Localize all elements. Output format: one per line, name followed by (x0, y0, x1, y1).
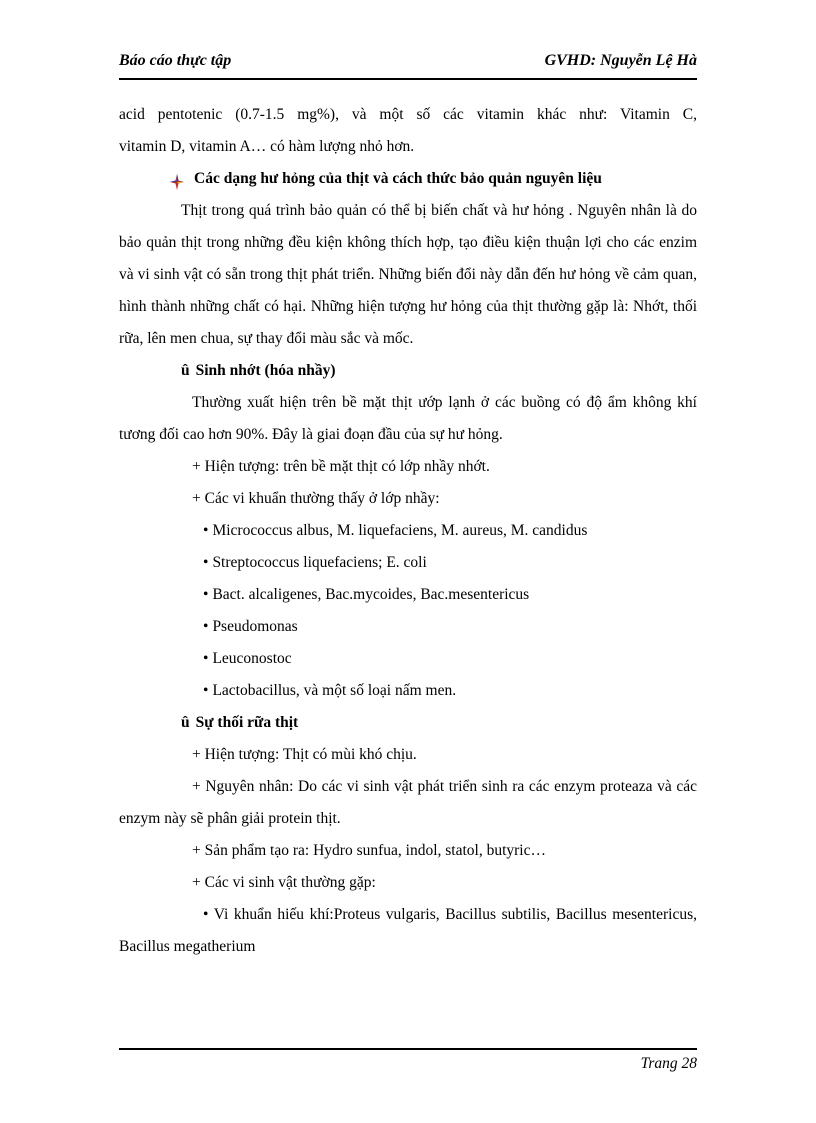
subheading-rot-text: Sự thối rữa thịt (195, 714, 299, 731)
up-arrow-icon: û (181, 362, 190, 379)
section-heading-spoilage (119, 163, 697, 195)
rot-cause: + Nguyên nhân: Do các vi sinh vật phát triển sinh ra các enzym proteaza và các enzym này sẽ phân giải protein thịt. (119, 778, 697, 827)
list-item: • Micrococcus albus, M. liquefaciens, M. aureus, M. candidus (203, 522, 588, 539)
slime-phenomenon: + Hiện tượng: trên bề mặt thịt có lớp nhầy nhớt. (192, 458, 490, 475)
subheading-rot (119, 707, 697, 739)
list-item: • Leuconostoc (203, 650, 292, 667)
spoilage-paragraph: Thịt trong quá trình bảo quản có thể bị biến chất và hư hỏng . Nguyên nhân là do bảo quản thịt trong những đều kiện không thích hợp, tạo điều kiện thuận lợi cho các enzim và vi sinh vật có sẵn trong thịt phát triển. Những biến đổi này dẫn đến hư hỏng về cảm quan, hình thành những chất có hại. Những hiện tượng hư hỏng của thịt thường gặp là: Nhớt, thối rữa, lên men chua, sự thay đổi màu sắc và mốc. (119, 202, 697, 347)
header-report-title: Báo cáo thực tập (119, 52, 232, 69)
intro-line-1: acid pentotenic (0.7-1.5 mg%), và một số các vitamin khác như: Vitamin C, (119, 106, 697, 123)
up-arrow-icon: û (181, 714, 190, 731)
header-supervisor: GVHD: Nguyễn Lệ Hà (544, 52, 697, 69)
list-item: • Bact. alcaligenes, Bac.mycoides, Bac.mesentericus (203, 586, 530, 603)
page-body (119, 99, 697, 963)
page-number: Trang 28 (640, 1055, 697, 1072)
list-item: • Pseudomonas (203, 618, 298, 635)
bullet-icon: • (203, 522, 209, 539)
bullet-icon: • (203, 586, 209, 603)
rot-products: + Sản phẩm tạo ra: Hydro sunfua, indol, statol, butyric… (192, 842, 546, 859)
slime-bacteria-list (119, 515, 697, 707)
rot-aerobic-bacteria: • Vi khuẩn hiếu khí:Proteus vulgaris, Bacillus subtilis, Bacillus mesentericus, Bacillus megatherium (119, 906, 697, 955)
subheading-slime (119, 355, 697, 387)
rot-microbes-intro: + Các vi sinh vật thường gặp: (192, 874, 376, 891)
bullet-icon: • (203, 650, 209, 667)
intro-line-2: vitamin D, vitamin A… có hàm lượng nhỏ hơn. (119, 138, 415, 155)
slime-paragraph: Thường xuất hiện trên bề mặt thịt ướp lạnh ở các buồng có độ ẩm không khí tương đối cao hơn 90%. Đây là giai đoạn đầu của sự hư hỏng. (119, 394, 697, 443)
page-header (119, 46, 697, 80)
bullet-icon: • (203, 554, 209, 571)
bullet-icon: • (203, 682, 209, 699)
subheading-slime-text: Sinh nhớt (hóa nhầy) (195, 362, 336, 379)
slime-bacteria-intro: + Các vi khuẩn thường thấy ở lớp nhầy: (192, 490, 440, 507)
four-point-star-icon (170, 170, 184, 186)
page-footer (119, 1048, 697, 1080)
section-heading-spoilage-text: Các dạng hư hỏng của thịt và cách thức bảo quản nguyên liệu (194, 170, 602, 187)
rot-phenomenon: + Hiện tượng: Thịt có mùi khó chịu. (192, 746, 417, 763)
list-item: • Lactobacillus, và một số loại nấm men. (203, 682, 457, 699)
bullet-icon: • (203, 618, 209, 635)
list-item: • Streptococcus liquefaciens; E. coli (203, 554, 427, 571)
